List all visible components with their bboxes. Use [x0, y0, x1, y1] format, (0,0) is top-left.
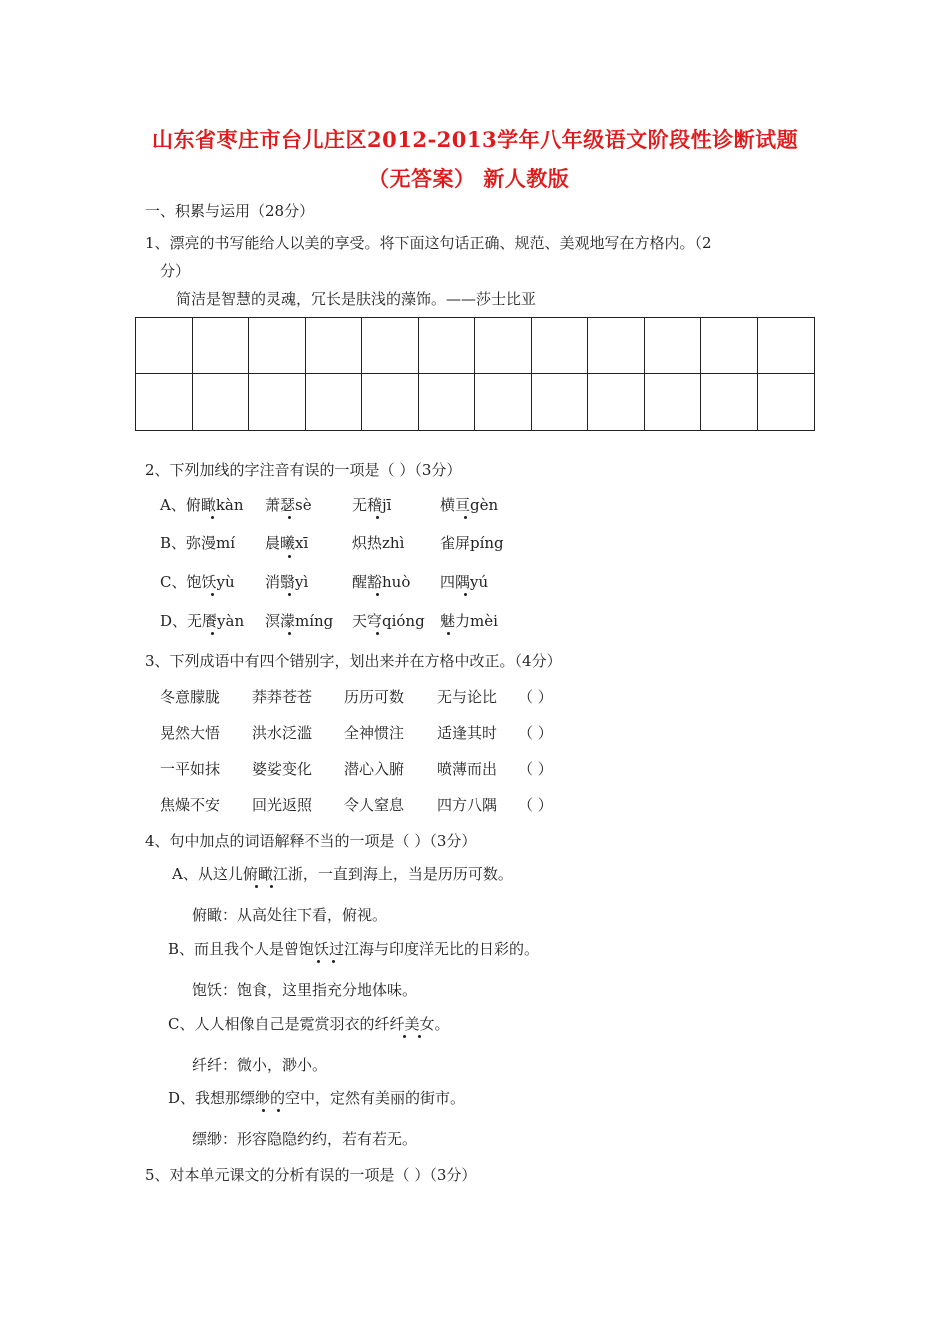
grid-cell[interactable]	[193, 318, 250, 374]
grid-cell[interactable]	[532, 374, 589, 430]
q3-idiom: 晃然大悟	[160, 724, 221, 742]
q3-idiom: 全神惯注	[344, 724, 405, 742]
emphasis-dot	[376, 632, 379, 635]
emphasis-dot	[376, 593, 379, 596]
q3-answer-blank[interactable]: （ ）	[518, 724, 553, 742]
q3-idiom: 潜心入腑	[344, 760, 405, 778]
q3-idiom: 令人窒息	[344, 796, 405, 814]
q2-option-a-2: 萧瑟sè	[265, 496, 312, 514]
q4-option-b-gloss: 饱饫：饱食，这里指充分地体味。	[192, 981, 418, 999]
grid-cell[interactable]	[136, 318, 193, 374]
grid-cell[interactable]	[136, 374, 193, 430]
q3-idiom: 莽莽苍苍	[252, 688, 313, 706]
grid-cell[interactable]	[306, 374, 363, 430]
grid-cell[interactable]	[475, 318, 532, 374]
grid-cell[interactable]	[193, 374, 250, 430]
q2-option-c-2: 消翳yì	[265, 573, 309, 591]
emphasis-dot	[270, 885, 273, 888]
q3-idiom: 婆娑变化	[252, 760, 313, 778]
q4-option-a-gloss: 俯瞰：从高处往下看，俯视。	[192, 906, 388, 924]
q3-answer-blank[interactable]: （ ）	[518, 760, 553, 778]
question-3-prompt: 3、下列成语中有四个错别字，划出来并在方格中改正。（4分）	[145, 652, 562, 670]
q2-option-d-3: 天穹qióng	[352, 612, 425, 630]
emphasis-dot	[211, 593, 214, 596]
q2-option-d-4: 魅力mèi	[440, 612, 498, 630]
writing-grid	[135, 317, 815, 431]
q3-idiom: 洪水泛滥	[252, 724, 313, 742]
q3-idiom: 喷薄而出	[437, 760, 498, 778]
grid-cell[interactable]	[758, 318, 815, 374]
emphasis-dot	[211, 516, 214, 519]
q3-idiom: 无与论比	[437, 688, 498, 706]
question-4-prompt: 4、句中加点的词语解释不当的一项是（ ）（3分）	[145, 832, 477, 850]
q2-option-a-4: 横亘gèn	[440, 496, 499, 514]
question-2-prompt: 2、下列加线的字注音有误的一项是（ ）（3分）	[145, 461, 462, 479]
q2-option-c-3: 醒豁huò	[352, 573, 411, 591]
emphasis-dot	[288, 593, 291, 596]
q3-idiom: 一平如抹	[160, 760, 221, 778]
grid-cell[interactable]	[362, 374, 419, 430]
question-1-prompt-cont: 分）	[160, 262, 191, 280]
section-heading: 一、积累与运用（28分）	[145, 202, 315, 220]
q2-option-a-1: A、俯瞰kàn	[160, 496, 244, 514]
q3-idiom: 冬意朦胧	[160, 688, 221, 706]
emphasis-dot	[288, 516, 291, 519]
q4-option-d-sentence: D、我想那缥缈的空中，定然有美丽的街市。	[168, 1089, 466, 1107]
grid-cell[interactable]	[306, 318, 363, 374]
emphasis-dot	[376, 516, 379, 519]
grid-cell[interactable]	[249, 318, 306, 374]
grid-cell[interactable]	[645, 374, 702, 430]
grid-cell[interactable]	[249, 374, 306, 430]
emphasis-dot	[447, 632, 450, 635]
q3-idiom: 适逢其时	[437, 724, 498, 742]
emphasis-dot	[418, 1035, 421, 1038]
grid-cell[interactable]	[701, 318, 758, 374]
grid-cell[interactable]	[645, 318, 702, 374]
emphasis-dot	[317, 960, 320, 963]
emphasis-dot	[288, 555, 291, 558]
emphasis-dot	[277, 1109, 280, 1112]
q4-option-c-gloss: 纤纤：微小，渺小。	[192, 1056, 328, 1074]
q2-option-d-2: 溟濛míng	[265, 612, 334, 630]
emphasis-dot	[262, 1109, 265, 1112]
emphasis-dot	[464, 516, 467, 519]
q3-idiom: 焦燥不安	[160, 796, 221, 814]
q2-option-b-2: 晨曦xī	[265, 534, 309, 552]
q4-option-d-gloss: 缥缈：形容隐隐约约，若有若无。	[192, 1130, 418, 1148]
q4-option-c-sentence: C、人人相像自己是霓赏羽衣的纤纤美女。	[168, 1015, 450, 1033]
question-5-prompt: 5、对本单元课文的分析有误的一项是（ ）（3分）	[145, 1166, 477, 1184]
grid-cell[interactable]	[362, 318, 419, 374]
grid-cell[interactable]	[588, 318, 645, 374]
q3-answer-blank[interactable]: （ ）	[518, 796, 553, 814]
grid-cell[interactable]	[588, 374, 645, 430]
q2-option-d-1: D、无餍yàn	[160, 612, 245, 630]
q4-option-a-sentence: A、从这儿俯瞰江浙，一直到海上，当是历历可数。	[172, 865, 513, 883]
document-title-line2: （无答案） 新人教版	[368, 166, 570, 191]
grid-cell[interactable]	[419, 374, 476, 430]
q2-option-b-3: 炽热zhì	[352, 534, 405, 552]
grid-cell[interactable]	[419, 318, 476, 374]
question-1-quote: 简洁是智慧的灵魂，冗长是肤浅的藻饰。——莎士比亚	[176, 290, 537, 308]
q3-idiom: 四方八隅	[437, 796, 498, 814]
emphasis-dot	[288, 632, 291, 635]
grid-cell[interactable]	[532, 318, 589, 374]
q3-idiom: 历历可数	[344, 688, 405, 706]
emphasis-dot	[332, 960, 335, 963]
grid-cell[interactable]	[475, 374, 532, 430]
document-title-line1: 山东省枣庄市台儿庄区2012-2013学年八年级语文阶段性诊断试题	[152, 127, 799, 152]
q2-option-c-1: C、饱饫yù	[160, 573, 235, 591]
emphasis-dot	[255, 885, 258, 888]
question-1-prompt: 1、漂亮的书写能给人以美的享受。将下面这句话正确、规范、美观地写在方格内。（2	[145, 234, 712, 252]
q2-option-c-4: 四隅yú	[440, 573, 489, 591]
emphasis-dot	[464, 593, 467, 596]
q3-idiom: 回光返照	[252, 796, 313, 814]
q4-option-b-sentence: B、而且我个人是曾饱饫过江海与印度洋无比的日彩的。	[168, 940, 540, 958]
emphasis-dot	[211, 632, 214, 635]
grid-cell[interactable]	[758, 374, 815, 430]
emphasis-dot	[403, 1035, 406, 1038]
q2-option-b-4: 雀屏píng	[440, 534, 504, 552]
q3-answer-blank[interactable]: （ ）	[518, 688, 553, 706]
q2-option-a-3: 无稽jī	[352, 496, 392, 514]
q2-option-b-1: B、弥漫mí	[160, 534, 236, 552]
grid-cell[interactable]	[701, 374, 758, 430]
